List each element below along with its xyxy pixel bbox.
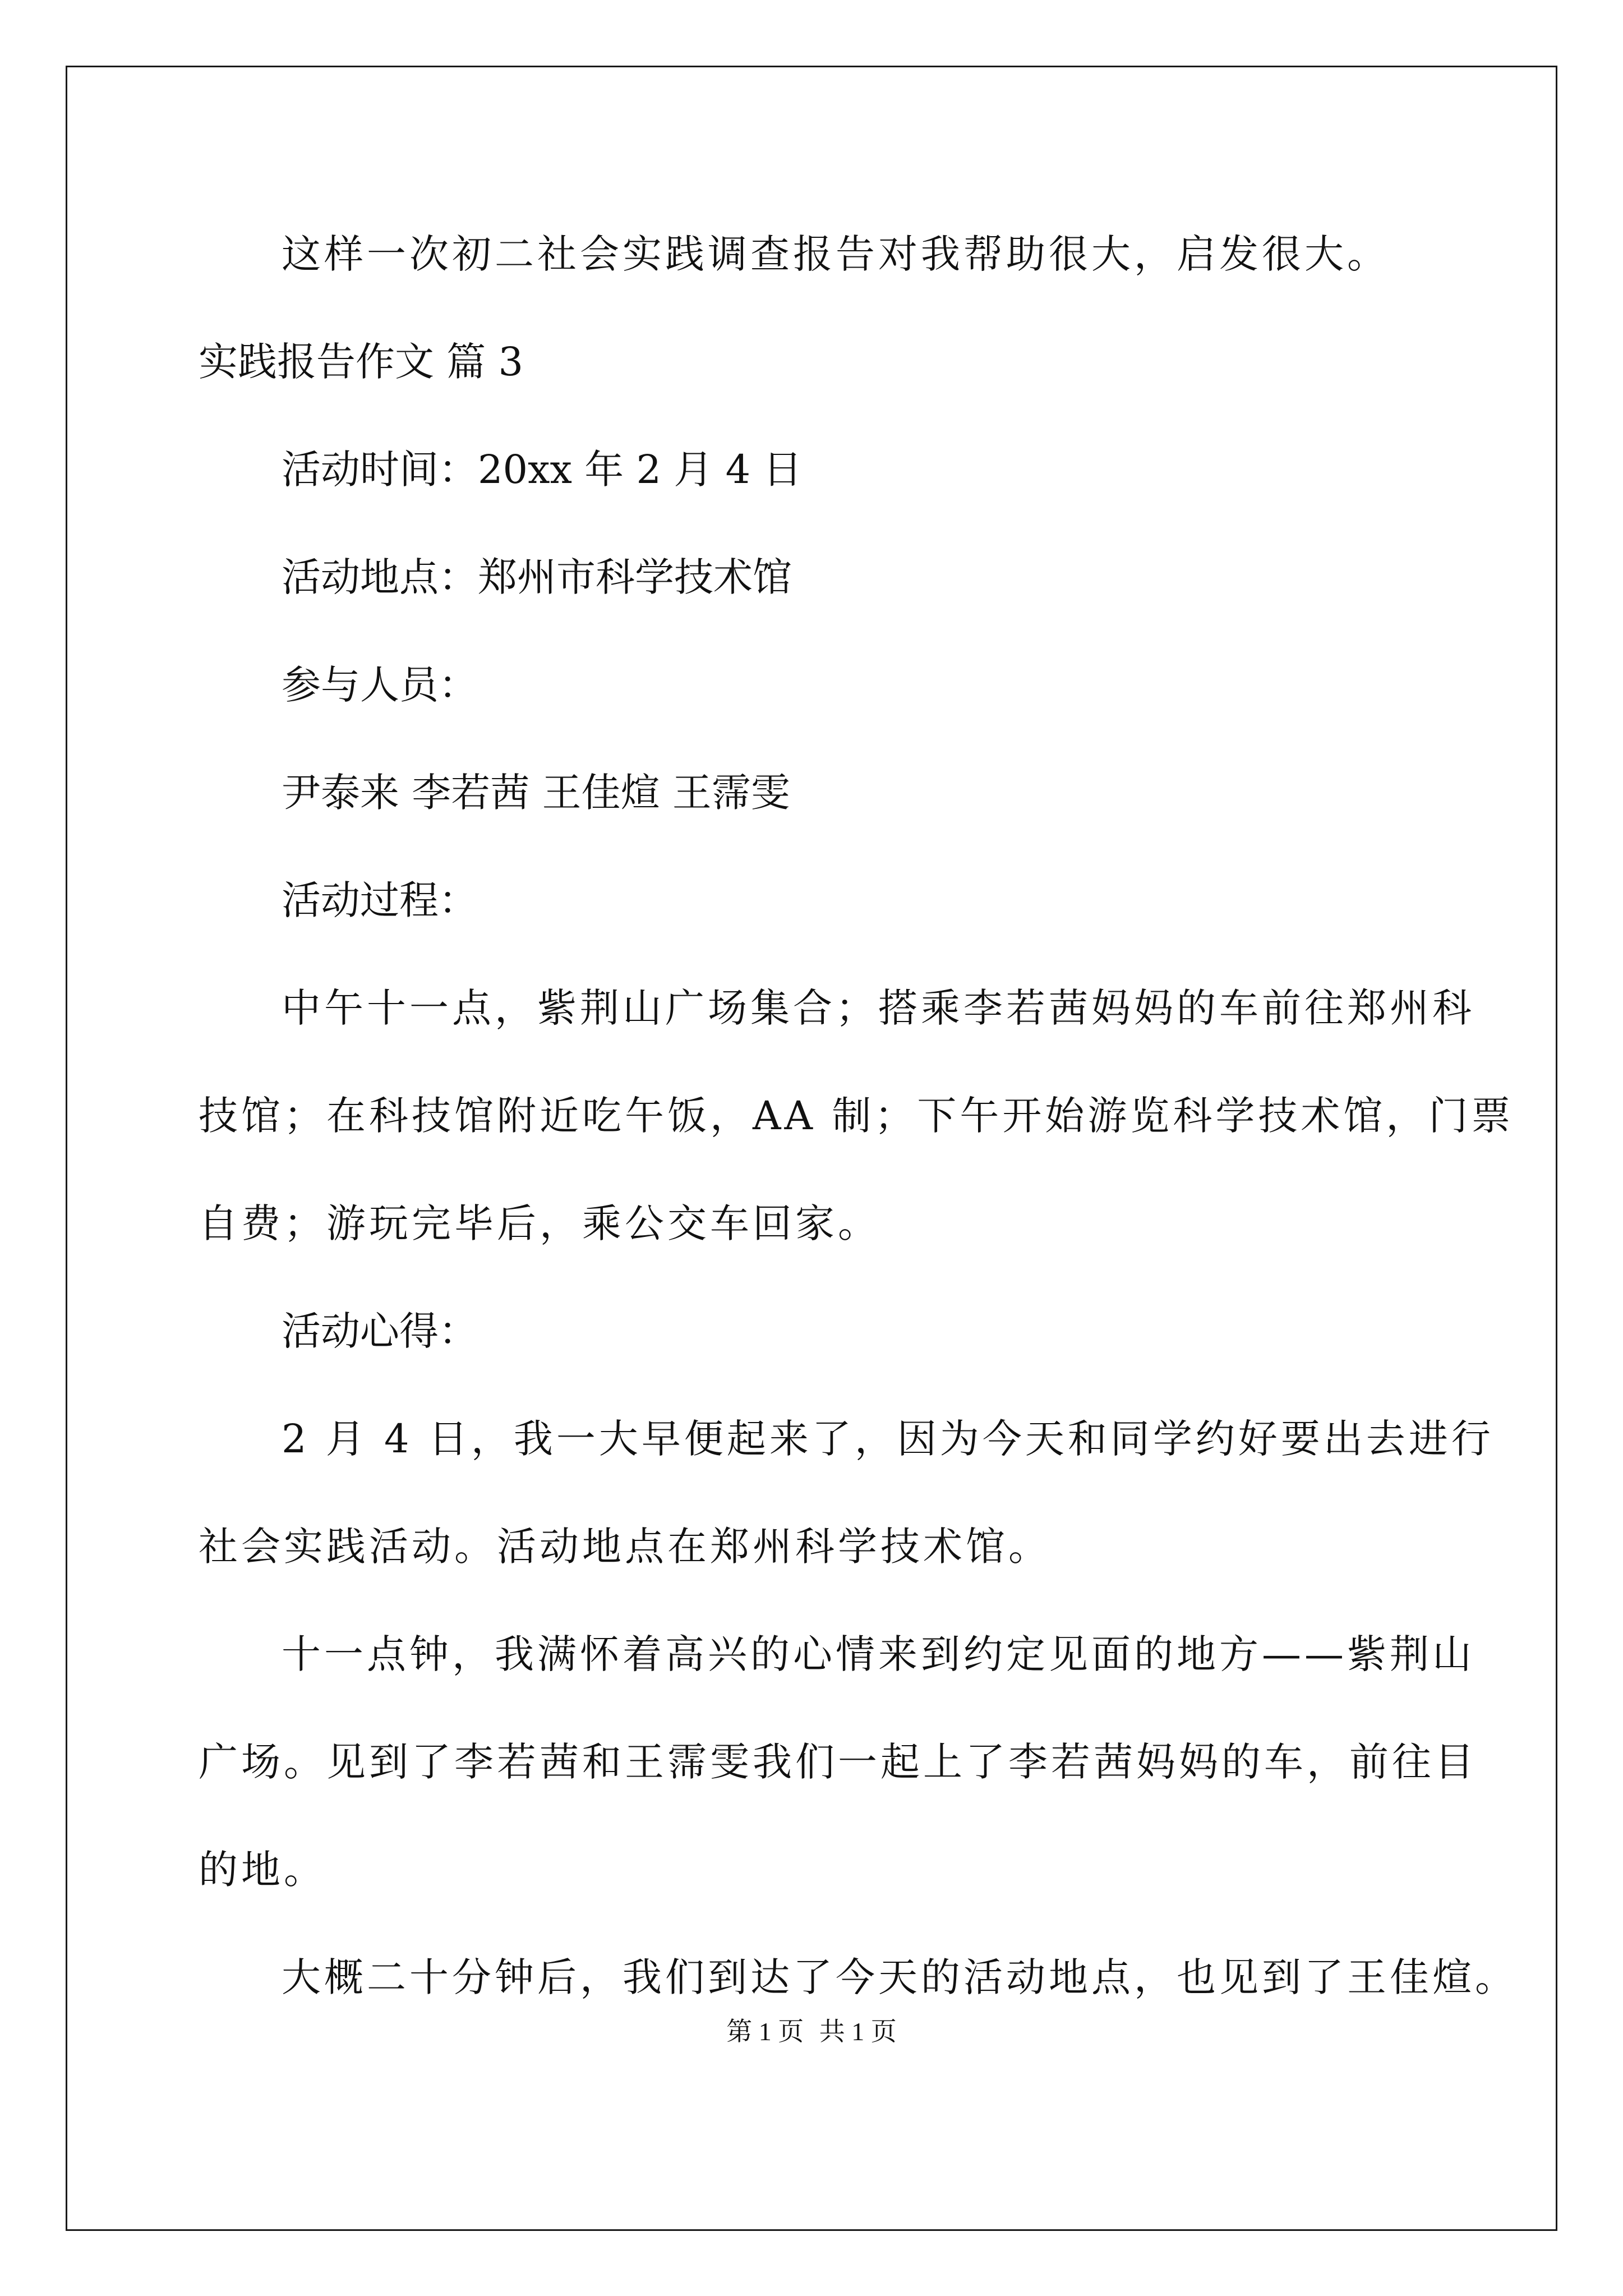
paragraph-line: 中午十一点，紫荆山广场集合；搭乘李若茜妈妈的车前往郑州科	[282, 985, 1475, 1031]
paragraph-line: 社会实践活动。活动地点在郑州科学技术馆。	[199, 1524, 1051, 1570]
page-total: 共 1 页	[819, 2017, 897, 2046]
paragraph-line: 技馆；在科技馆附近吃午饭，AA 制；下午开始游览科学技术馆，门票	[199, 1093, 1514, 1139]
page-number: 第 1 页	[726, 2017, 804, 2046]
paragraph-line: 自费；游玩完毕后，乘公交车回家。	[199, 1200, 880, 1246]
paragraph-line: 大概二十分钟后，我们到达了今天的活动地点，也见到了王佳煊。	[282, 1954, 1518, 2000]
paragraph-line: 广场。见到了李若茜和王霈雯我们一起上了李若茜妈妈的车，前往目	[199, 1739, 1477, 1785]
section-heading: 实践报告作文 篇 3	[199, 339, 524, 385]
activity-time: 活动时间：20xx 年 2 月 4 日	[282, 447, 803, 493]
paragraph-line: 十一点钟，我满怀着高兴的心情来到约定见面的地方——紫荆山	[282, 1631, 1475, 1677]
experience-label: 活动心得：	[282, 1308, 478, 1354]
participants-label: 参与人员：	[282, 662, 478, 708]
page-border	[66, 66, 1557, 2231]
process-label: 活动过程：	[282, 877, 478, 923]
paragraph-line: 2 月 4 日，我一大早便起来了，因为今天和同学约好要出去进行	[282, 1416, 1494, 1462]
paragraph-line: 这样一次初二社会实践调查报告对我帮助很大，启发很大。	[282, 231, 1390, 277]
participants-names: 尹泰来 李若茜 王佳煊 王霈雯	[282, 770, 790, 816]
activity-location: 活动地点：郑州市科学技术馆	[282, 554, 792, 600]
paragraph-line: 的地。	[199, 1847, 326, 1893]
page-footer	[0, 2011, 1623, 2048]
